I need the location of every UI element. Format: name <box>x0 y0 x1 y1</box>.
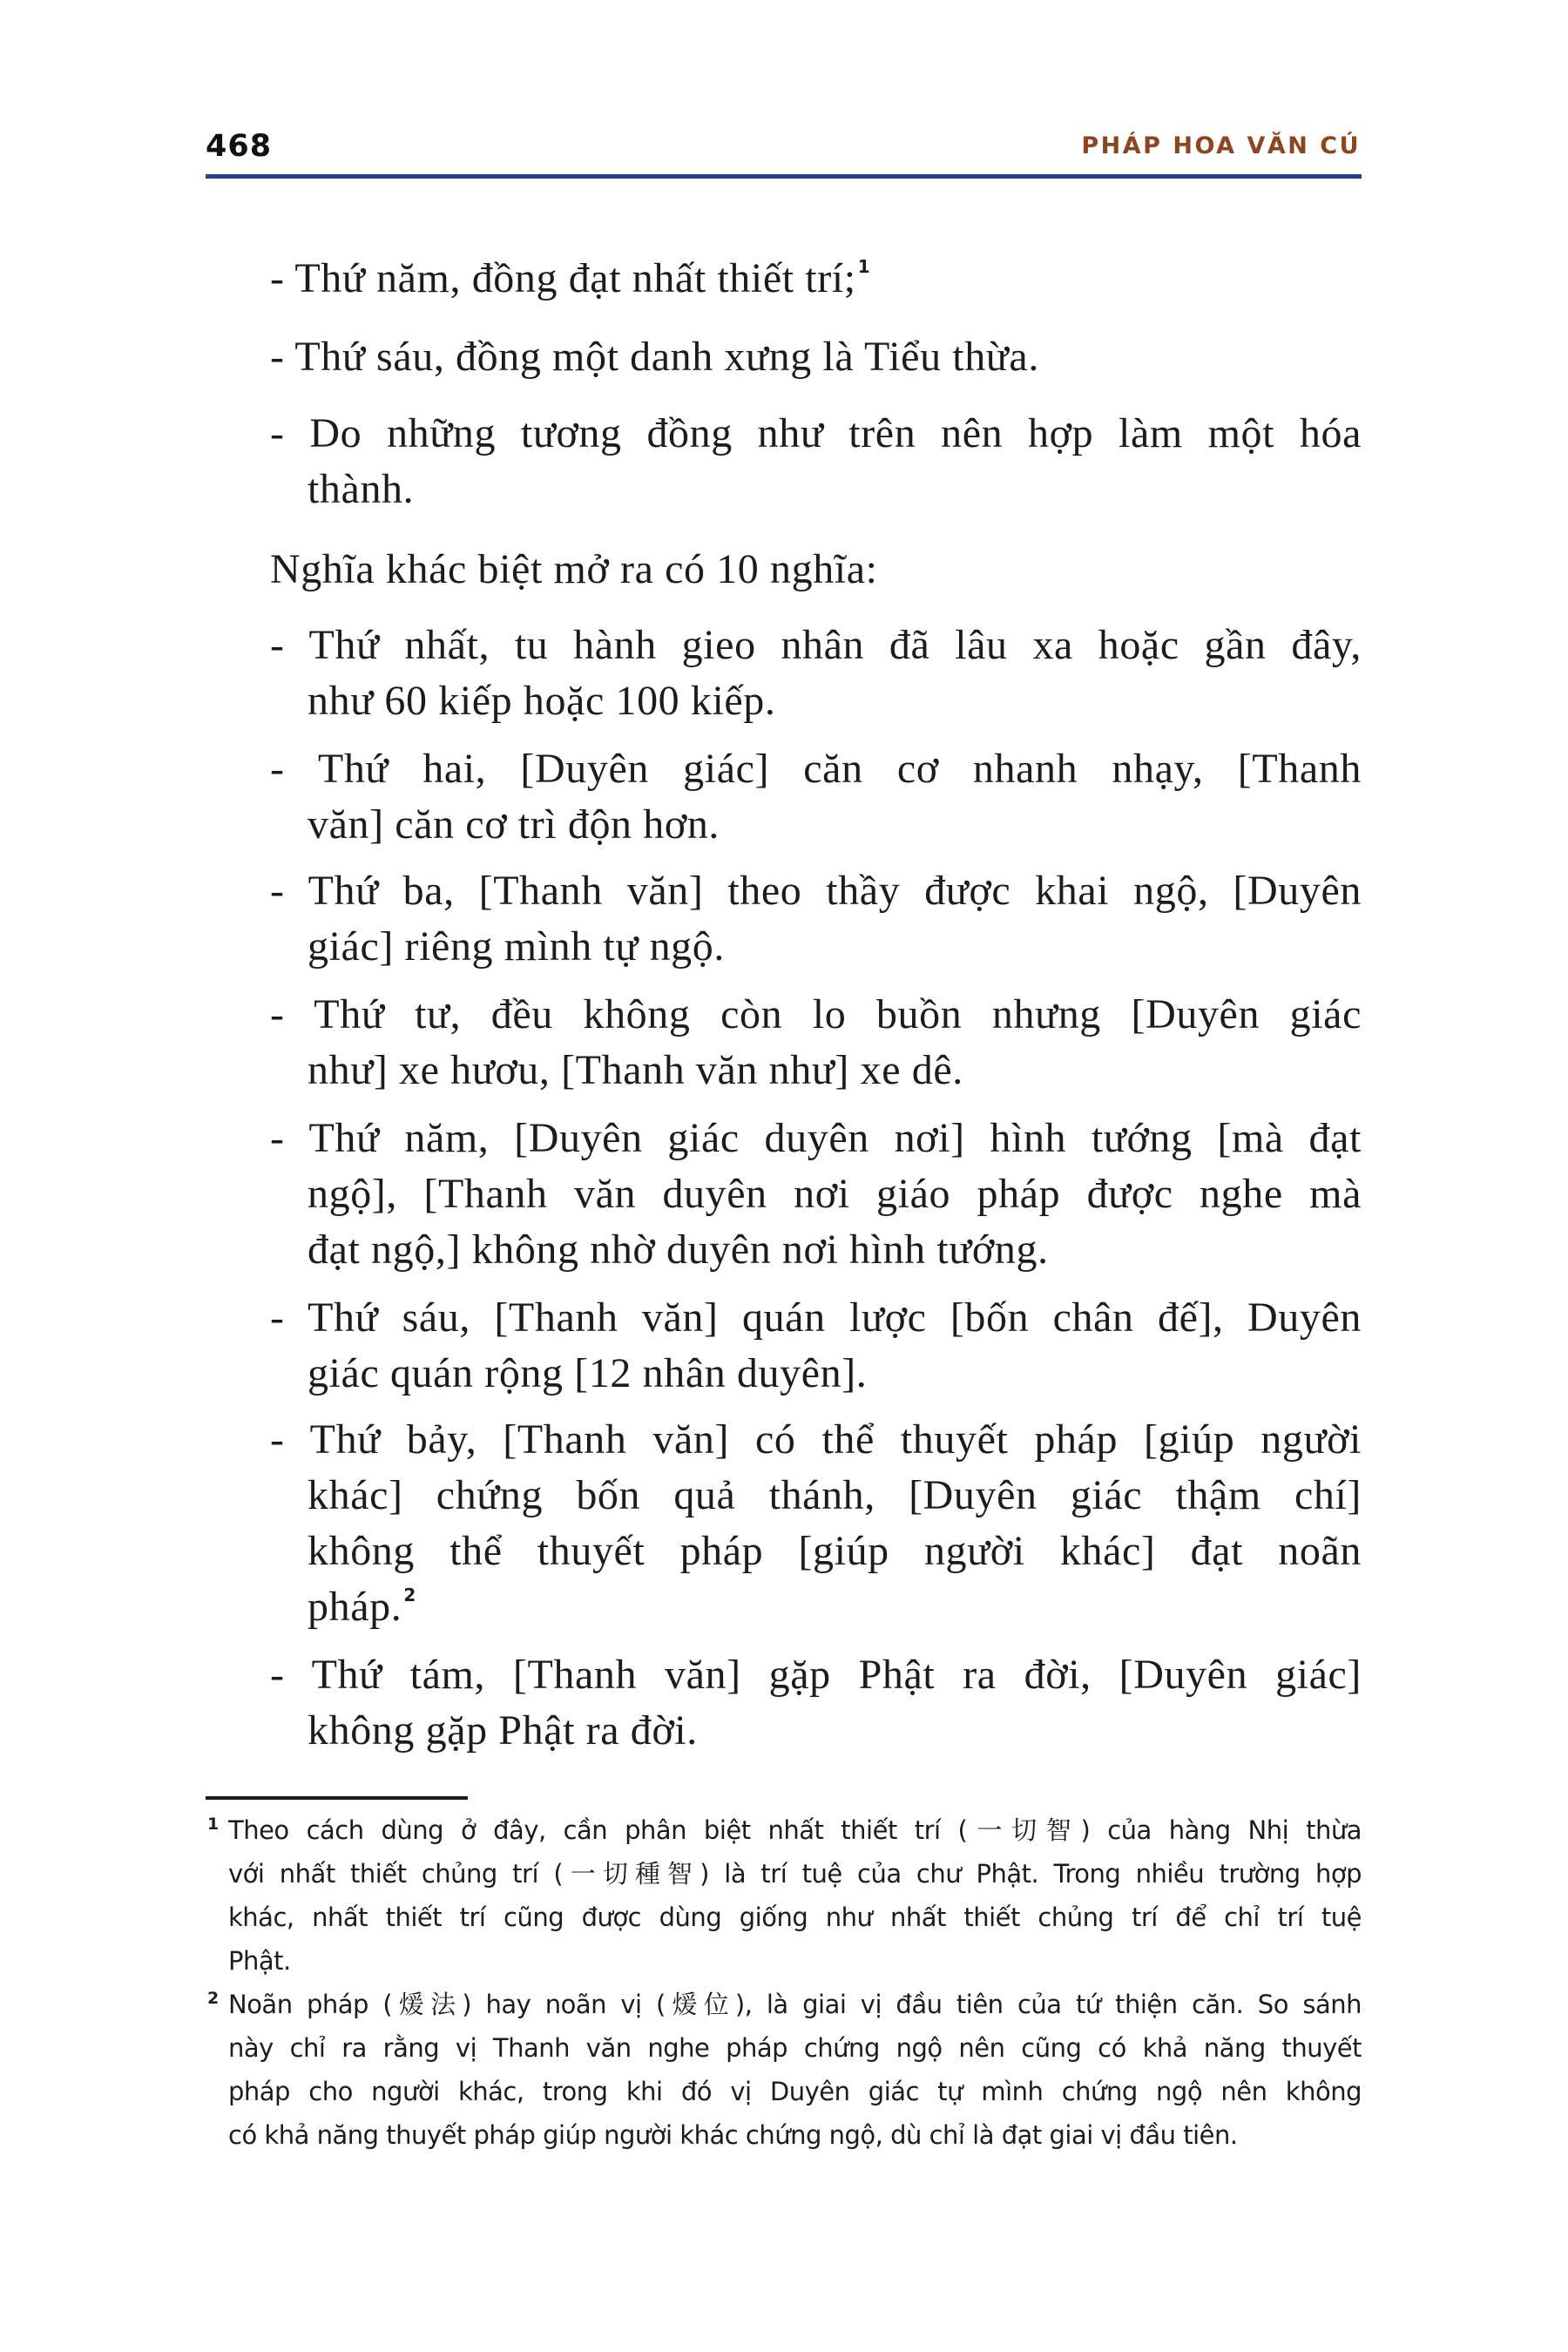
footnote-line: Phật. <box>228 1946 291 1976</box>
footnotes <box>206 1808 1362 2157</box>
line-text: không gặp Phật ra đời. <box>308 1707 698 1754</box>
text-line <box>270 542 1362 598</box>
paragraph <box>270 1647 1362 1759</box>
footnote-separator <box>206 1796 468 1800</box>
footnote-reference[interactable]: 2 <box>403 1585 416 1605</box>
footnote-reference[interactable]: 1 <box>857 256 871 277</box>
line-text: như] xe hươu, [Thanh văn như] xe dê. <box>308 1047 963 1093</box>
paragraph <box>270 1111 1362 1278</box>
footnote-marker: 2 <box>207 1989 220 2008</box>
text-line <box>270 1346 1362 1402</box>
line-text: giác quán rộng [12 nhân duyên]. <box>308 1350 868 1396</box>
line-text: thành. <box>308 466 415 512</box>
text-line <box>270 618 1362 673</box>
line-text: như 60 kiếp hoặc 100 kiếp. <box>308 678 776 724</box>
line-text: - Thứ ba, [Thanh văn] theo thầy được khai ngộ, [Duyên <box>270 868 1362 914</box>
line-text: Nghĩa khác biệt mở ra có 10 nghĩa: <box>270 546 878 592</box>
paragraph <box>270 741 1362 853</box>
line-text: ngộ], [Thanh văn duyên nơi giáo pháp được nghe mà <box>308 1171 1362 1217</box>
footnote-line: pháp cho người khác, trong khi đó vị Duyên giác tự mình chứng ngộ nên không <box>228 2077 1362 2106</box>
paragraph <box>270 406 1362 517</box>
text-line <box>270 251 1362 307</box>
paragraph <box>270 1290 1362 1402</box>
footnote-marker: 1 <box>207 1815 220 1834</box>
paragraph <box>270 329 1362 385</box>
footnote-line: này chỉ ra rằng vị Thanh văn nghe pháp chứng ngộ nên cũng có khả năng thuyết <box>228 2033 1362 2063</box>
line-text: đạt ngộ,] không nhờ duyên nơi hình tướng. <box>308 1227 1049 1273</box>
text-line <box>270 329 1362 385</box>
text-line <box>270 1468 1362 1524</box>
text-line <box>270 1579 1362 1635</box>
text-line <box>270 741 1362 797</box>
line-text: pháp. <box>308 1584 402 1630</box>
line-text: - Thứ tám, [Thanh văn] gặp Phật ra đời, [Duyên giác] <box>270 1652 1362 1698</box>
body-text <box>270 251 1362 1759</box>
text-line <box>270 1166 1362 1222</box>
line-text: - Thứ sáu, [Thanh văn] quán lược [bốn chân đế], Duyên <box>270 1294 1362 1341</box>
line-text: giác] riêng mình tự ngộ. <box>308 923 725 970</box>
footnote-line: với nhất thiết chủng trí (一切種智) là trí tuệ của chư Phật. Trong nhiều trường hợp <box>228 1859 1362 1889</box>
text-line <box>270 406 1362 462</box>
paragraph <box>270 618 1362 729</box>
header-rule <box>206 174 1362 179</box>
line-text: - Thứ năm, đồng đạt nhất thiết trí; <box>270 255 856 301</box>
text-line <box>270 1111 1362 1166</box>
text-line <box>270 1222 1362 1278</box>
text-line <box>270 1524 1362 1579</box>
line-text: - Thứ hai, [Duyên giác] căn cơ nhanh nhạy, [Thanh <box>270 746 1362 792</box>
footnote-line: có khả năng thuyết pháp giúp người khác chứng ngộ, dù chỉ là đạt giai vị đầu tiên. <box>228 2120 1238 2150</box>
text-line <box>270 1412 1362 1468</box>
text-line <box>270 1043 1362 1098</box>
paragraph <box>270 987 1362 1098</box>
paragraph <box>270 251 1362 307</box>
page-number: 468 <box>206 129 273 164</box>
line-text: - Thứ bảy, [Thanh văn] có thể thuyết pháp [giúp người <box>270 1416 1362 1463</box>
footnote-line: khác, nhất thiết trí cũng được dùng giống như nhất thiết chủng trí để chỉ trí tuệ <box>228 1903 1362 1932</box>
line-text: không thể thuyết pháp [giúp người khác] đạt noãn <box>308 1528 1362 1574</box>
text-line <box>270 462 1362 517</box>
line-text: - Do những tương đồng như trên nên hợp làm một hóa <box>270 410 1362 456</box>
paragraph <box>270 1412 1362 1635</box>
line-text: - Thứ tư, đều không còn lo buồn nhưng [Duyên giác <box>270 991 1362 1037</box>
paragraph <box>270 863 1362 975</box>
text-line <box>270 1290 1362 1346</box>
line-text: - Thứ sáu, đồng một danh xưng là Tiểu thừa. <box>270 334 1039 380</box>
text-line <box>270 919 1362 975</box>
line-text: - Thứ năm, [Duyên giác duyên nơi] hình tướng [mà đạt <box>270 1115 1362 1161</box>
running-title: PHÁP HOA VĂN CÚ <box>1081 132 1361 159</box>
footnote <box>206 1808 1362 1983</box>
text-line <box>270 1647 1362 1703</box>
footnote-line: Noãn pháp (煖法) hay noãn vị (煖位), là giai vị đầu tiên của tứ thiện căn. So sánh <box>228 1990 1362 2019</box>
text-line <box>270 797 1362 853</box>
text-line <box>270 863 1362 919</box>
text-line <box>270 1703 1362 1759</box>
line-text: văn] căn cơ trì độn hơn. <box>308 801 720 848</box>
line-text: - Thứ nhất, tu hành gieo nhân đã lâu xa hoặc gần đây, <box>270 622 1362 668</box>
text-line <box>270 987 1362 1043</box>
text-line <box>270 673 1362 729</box>
footnote <box>206 1983 1362 2157</box>
footnote-line: Theo cách dùng ở đây, cần phân biệt nhất thiết trí (一切智) của hàng Nhị thừa <box>228 1815 1362 1845</box>
line-text: khác] chứng bốn quả thánh, [Duyên giác thậm chí] <box>308 1472 1362 1518</box>
paragraph <box>270 542 1362 598</box>
